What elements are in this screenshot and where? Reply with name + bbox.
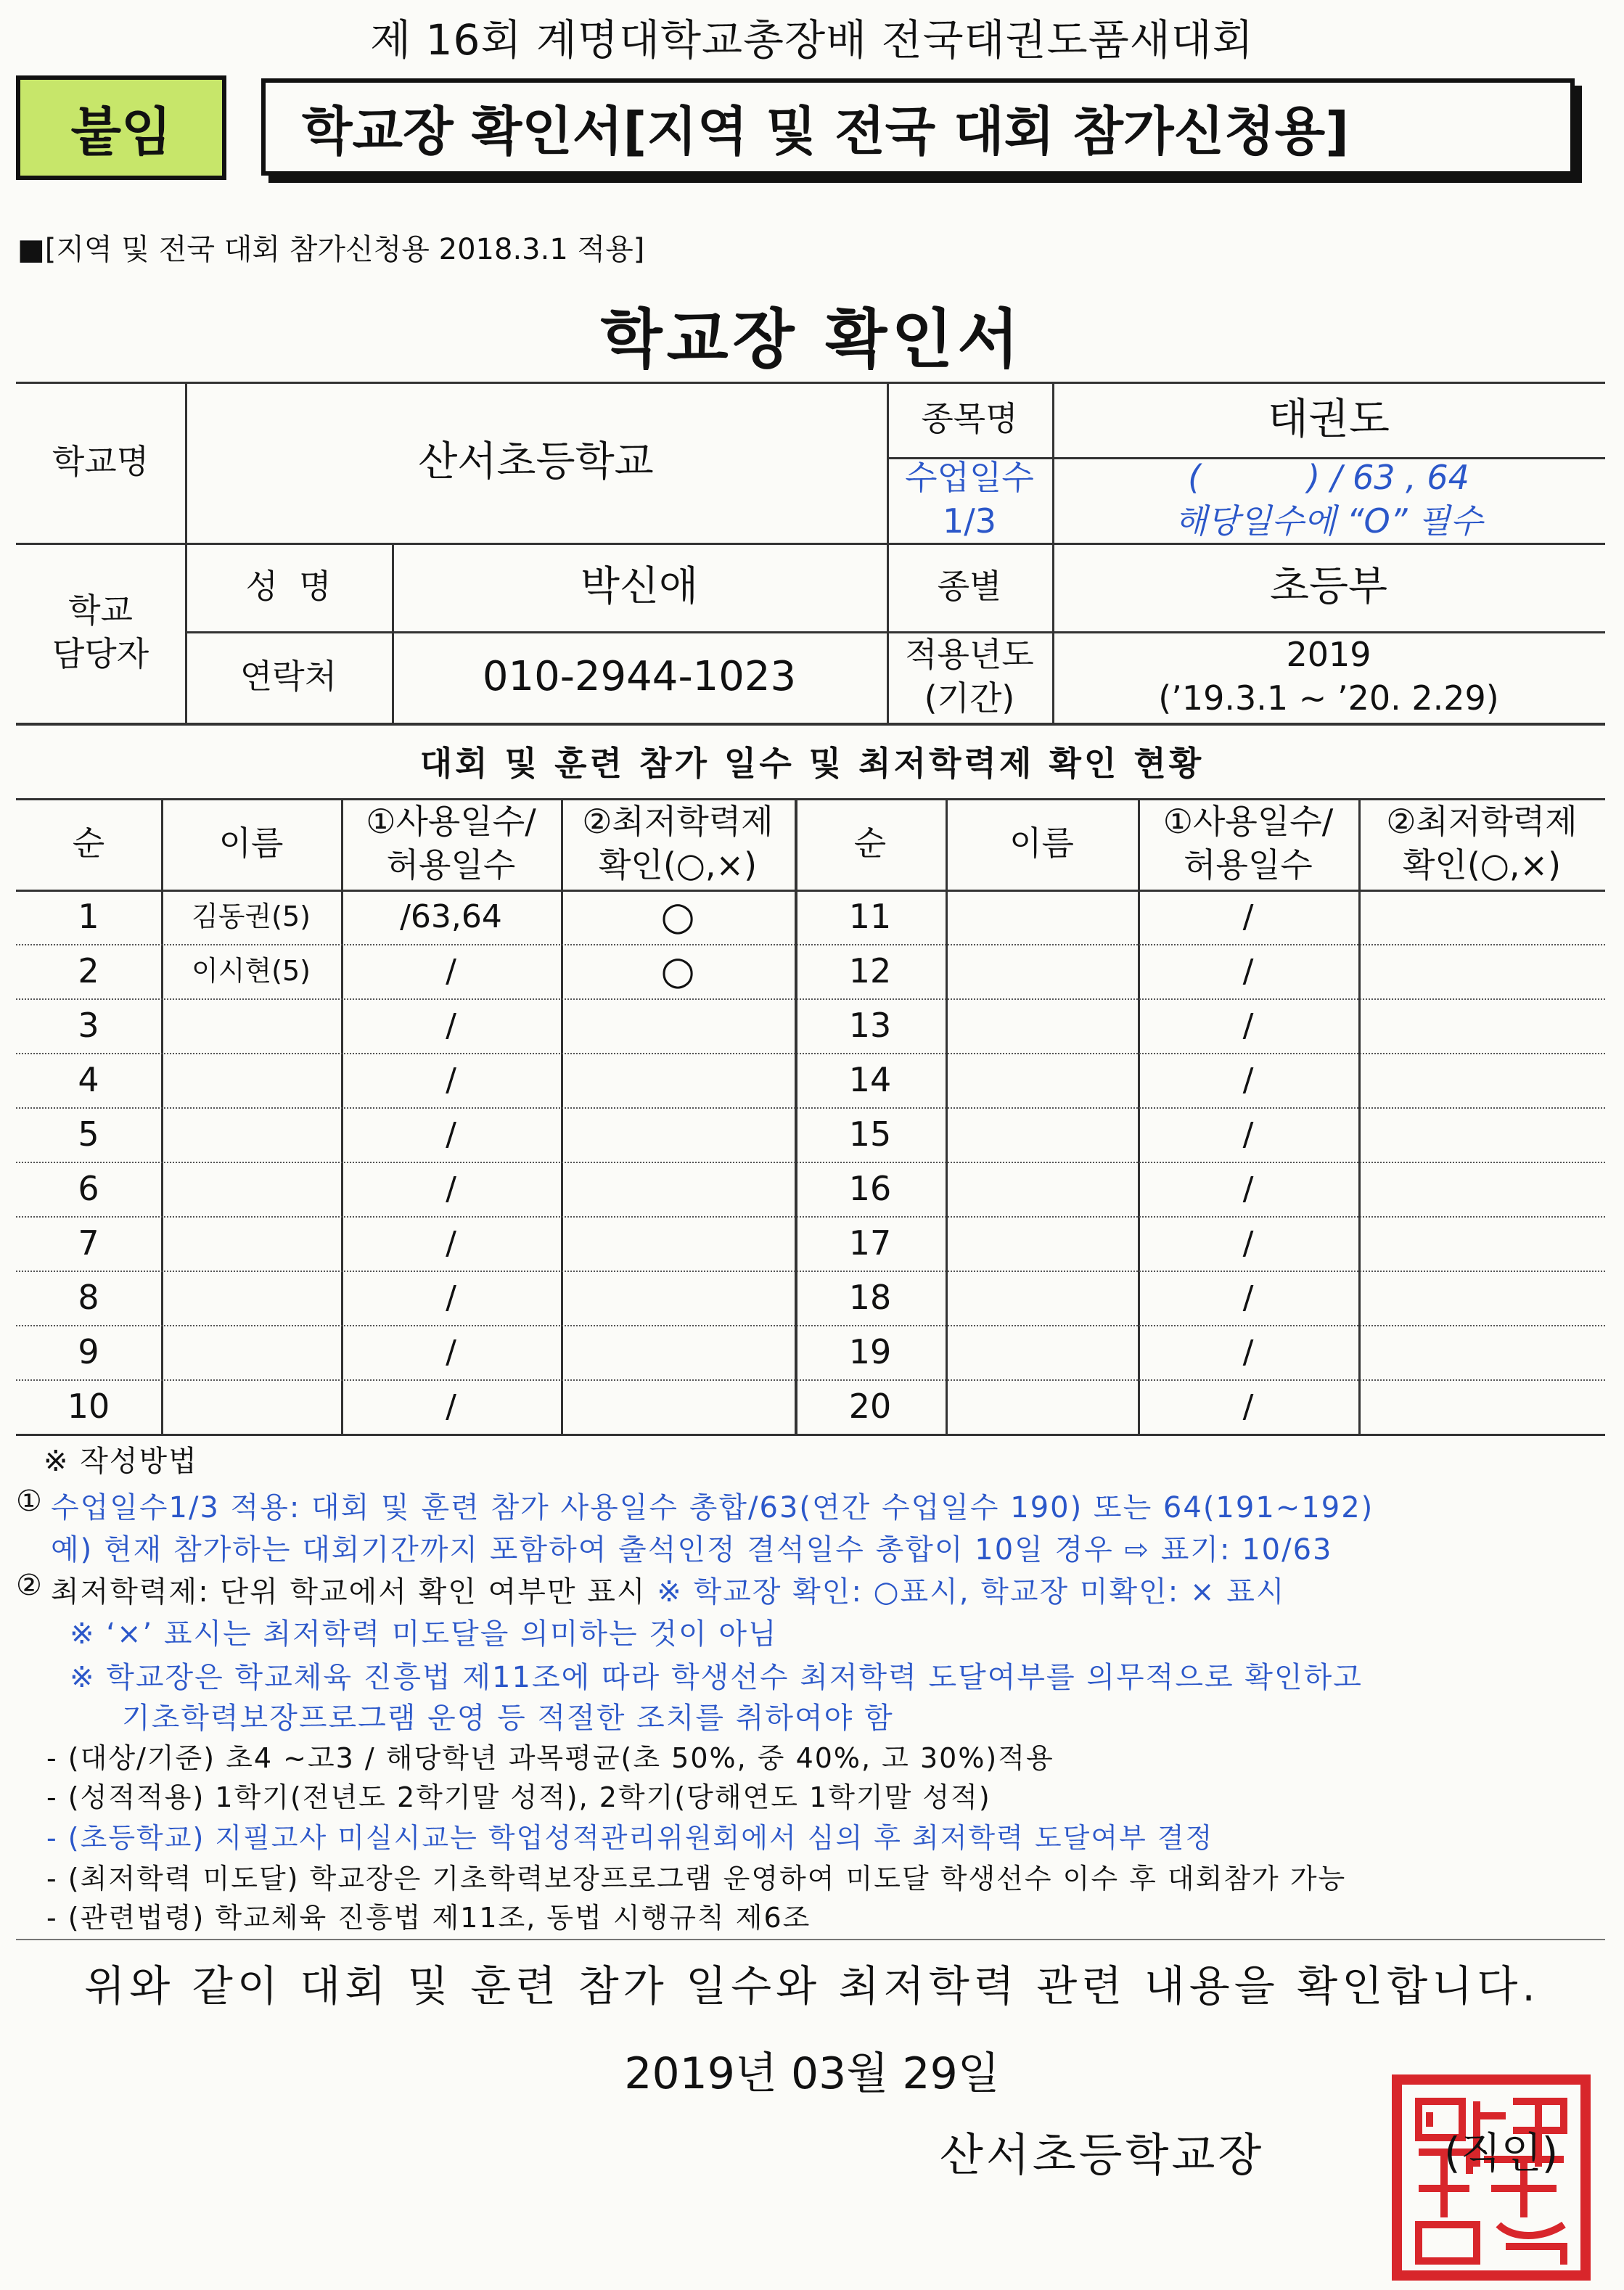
row-check (561, 1379, 795, 1434)
manager-label-line2: 담당자 (52, 634, 149, 673)
row-check (1358, 1271, 1605, 1325)
notes-heading: ※ 작성방법 (44, 1445, 198, 1478)
row-name (161, 1162, 341, 1216)
row-name (946, 998, 1138, 1053)
note2-line2: ※ ‘×’ 표시는 최저학력 미도달을 의미하는 것이 아님 (70, 1617, 778, 1651)
row-days: / (446, 1224, 456, 1262)
detail-law: - (관련법령) 학교체육 진흥법 제11조, 동법 시행규칙 제6조 (46, 1902, 811, 1934)
row-days: / (446, 1170, 456, 1207)
manager-label-line1: 학교 (68, 591, 133, 631)
class-days-label-line1: 수업일수 (905, 458, 1034, 498)
row-divider (16, 1325, 1605, 1326)
col-header-days (1138, 798, 1358, 890)
note2-marker: ② (16, 1569, 42, 1602)
status-heading: 대회 및 훈련 참가 일수 및 최저학력제 확인 현황 (419, 744, 1205, 783)
row-name (161, 998, 341, 1053)
col-header-check-line1: ②최저학력제 (1386, 802, 1578, 842)
class-days-hint: 해당일수에 “O” 필수 (1174, 501, 1483, 541)
confirmation-statement: 위와 같이 대회 및 훈련 참가 일수와 최저학력 관련 내용을 확인합니다. (84, 1961, 1540, 2011)
row-name (161, 1271, 341, 1325)
detail-target: - (대상/기준) 초4 ~고3 / 해당학년 과목평균(초 50%, 중 40%, 고 30%)적용 (46, 1742, 1054, 1774)
manager-label (16, 543, 185, 723)
row-check (561, 1216, 795, 1271)
row-check (561, 1325, 795, 1379)
note2-line1-text: 최저학력제: 단위 학교에서 확인 여부만 표시 (51, 1575, 657, 1609)
document-heading: 학교장 확인서[지역 및 전국 대회 참가신청용] (261, 78, 1575, 176)
row-name (946, 890, 1138, 944)
row-check (1358, 1053, 1605, 1107)
class-days-fraction: ( ) / 63 , 64 (1188, 458, 1469, 498)
row-name (161, 1325, 341, 1379)
row-name (161, 1053, 341, 1107)
row-days: / (446, 1279, 456, 1316)
row-divider (16, 1216, 1605, 1218)
row-days: / (1242, 1061, 1254, 1099)
note2-line4: 기초학력보장프로그램 운영 등 적절한 조치를 취하여야 함 (122, 1702, 894, 1735)
row-number: 2 (78, 951, 99, 990)
school-name-label: 학교명 (52, 442, 149, 482)
row-name (161, 1107, 341, 1162)
col-header-check-line2: 확인(○,×) (598, 845, 758, 885)
row-check (561, 1053, 795, 1107)
row-divider (16, 1271, 1605, 1272)
col-header-check (561, 798, 795, 890)
row-days: / (1242, 1333, 1254, 1371)
row-days: / (446, 952, 456, 990)
row-number: 11 (848, 896, 892, 936)
col-header-days (341, 798, 561, 890)
applied-year: 2019 (1286, 635, 1371, 675)
row-number: 10 (67, 1386, 110, 1426)
row-number: 19 (848, 1331, 892, 1371)
row-days: / (1242, 1279, 1254, 1316)
row-name (946, 1216, 1138, 1271)
row-number: 3 (78, 1005, 99, 1045)
row-days: / (1242, 1006, 1254, 1044)
class-days-value (1052, 457, 1605, 543)
col-header-days-line1: ①사용일수/ (1162, 802, 1334, 842)
row-name (161, 1216, 341, 1271)
note1-line2: 예) 현재 참가하는 대회기간까지 포함하여 출석인정 결석일수 총합이 10일 경우 ⇨ 표기: 10/63 (51, 1533, 1333, 1567)
row-number: 14 (848, 1059, 892, 1099)
row-number: 1 (78, 896, 99, 936)
detail-elementary: - (초등학교) 지필고사 미실시교는 학업성적관리위원회에서 심의 후 최저학력 도달여부 결정 (46, 1822, 1214, 1854)
event-title: 제 16회 계명대학교총장배 전국태권도품새대회 (370, 15, 1254, 65)
col-header-order: 순 (853, 824, 887, 863)
row-name: 김동권(5) (192, 900, 311, 932)
contact-label: 연락처 (239, 657, 337, 697)
col-header-name: 이름 (218, 824, 284, 863)
row-number: 12 (848, 951, 892, 990)
row-number: 17 (848, 1223, 892, 1263)
year-value (1052, 631, 1605, 723)
detail-below-standard: - (최저학력 미도달) 학교장은 기초학력보장프로그램 운영하여 미도달 학생선수 이수 후 대회참가 가능 (46, 1863, 1347, 1895)
row-check (561, 1162, 795, 1216)
school-name-value: 산서초등학교 (418, 438, 654, 485)
row-divider (16, 944, 1605, 945)
row-number: 15 (848, 1114, 892, 1154)
year-label (887, 631, 1052, 723)
row-days: / (446, 1387, 456, 1425)
row-name (946, 1053, 1138, 1107)
table-border (16, 723, 1605, 726)
row-days: /63,64 (400, 898, 502, 935)
row-divider (16, 1162, 1605, 1163)
col-header-check-line2: 확인(○,×) (1402, 845, 1562, 885)
applied-period: (’19.3.1 ~ ’20. 2.29) (1158, 678, 1499, 718)
row-divider (16, 1379, 1605, 1381)
row-days: / (446, 1115, 456, 1153)
col-header-days-line2: 허용일수 (386, 845, 516, 885)
row-divider (16, 1107, 1605, 1109)
row-days: / (446, 1061, 456, 1099)
row-number: 7 (78, 1223, 99, 1263)
row-check (1358, 890, 1605, 944)
division-label: 종별 (937, 567, 1002, 607)
attach-badge: 붙임 (16, 75, 226, 180)
row-days: / (1242, 898, 1254, 935)
row-check (1358, 1107, 1605, 1162)
row-name (946, 944, 1138, 998)
year-label-line2: (기간) (924, 678, 1015, 718)
row-check (561, 1107, 795, 1162)
row-name (946, 1271, 1138, 1325)
col-header-name: 이름 (1009, 824, 1074, 863)
row-number: 4 (78, 1059, 99, 1099)
row-check (1358, 1216, 1605, 1271)
row-check (561, 998, 795, 1053)
sport-label: 종목명 (921, 399, 1018, 439)
row-number: 20 (848, 1386, 892, 1426)
year-label-line1: 적용년도 (905, 635, 1034, 675)
row-check (1358, 1162, 1605, 1216)
col-header-check-line1: ②최저학력제 (582, 802, 774, 842)
row-check (561, 1271, 795, 1325)
col-header-order: 순 (72, 824, 105, 863)
row-divider (16, 1053, 1605, 1054)
row-check (1358, 944, 1605, 998)
contact-value: 010-2944-1023 (482, 652, 797, 700)
name-label: 성 명 (245, 567, 332, 607)
row-number: 5 (78, 1114, 99, 1154)
row-check: ○ (660, 948, 695, 994)
table-border (16, 1434, 1605, 1436)
form-note: ■[지역 및 전국 대회 참가신청용 2018.3.1 적용] (17, 233, 645, 266)
row-number: 9 (78, 1331, 99, 1371)
sport-value: 태권도 (1267, 394, 1390, 444)
row-number: 6 (78, 1168, 99, 1208)
detail-grades: - (성적적용) 1학기(전년도 2학기말 성적), 2학기(당해연도 1학기말 성적) (46, 1781, 991, 1813)
note1-line1: 수업일수1/3 적용: 대회 및 훈련 참가 사용일수 총합/63(연간 수업일수 190) 또는 64(191~192) (51, 1491, 1374, 1524)
principal-title: 산서초등학교장 (940, 2128, 1265, 2181)
confirmation-date: 2019년 03월 29일 (624, 2048, 1000, 2099)
seal-note: (직인) (1444, 2128, 1559, 2178)
class-days-label-line2: 1/3 (942, 501, 997, 541)
col-header-days-line1: ①사용일수/ (366, 802, 536, 842)
row-number: 13 (848, 1005, 892, 1045)
row-days: / (1242, 1170, 1254, 1207)
row-name (946, 1162, 1138, 1216)
row-name (946, 1325, 1138, 1379)
row-days: / (446, 1333, 456, 1371)
row-days: / (1242, 1224, 1254, 1262)
note2-line3: ※ 학교장은 학교체육 진흥법 제11조에 따라 학생선수 최저학력 도달여부를 의무적으로 확인하고 (70, 1661, 1363, 1694)
row-name (946, 1107, 1138, 1162)
row-divider (16, 998, 1605, 1000)
divider (16, 1939, 1605, 1940)
row-days: / (1242, 1387, 1254, 1425)
row-days: / (446, 1006, 456, 1044)
row-check (1358, 1325, 1605, 1379)
row-number: 18 (848, 1277, 892, 1317)
row-check: ○ (660, 893, 695, 940)
note1-marker: ① (16, 1485, 42, 1518)
row-name (161, 1379, 341, 1434)
row-check (1358, 1379, 1605, 1434)
division-value: 초등부 (1269, 562, 1388, 610)
form-title: 학교장 확인서 (600, 302, 1024, 377)
row-check (1358, 998, 1605, 1053)
row-name (946, 1379, 1138, 1434)
row-number: 16 (848, 1168, 892, 1208)
col-header-days-line2: 허용일수 (1184, 845, 1313, 885)
col-header-check (1358, 798, 1605, 890)
row-number: 8 (78, 1277, 99, 1317)
note2-line1 (51, 1569, 1286, 1610)
row-days: / (1242, 952, 1254, 990)
class-days-label (887, 457, 1052, 543)
manager-name: 박신애 (580, 562, 699, 610)
row-name: 이시현(5) (192, 954, 311, 987)
note2-line1-marks: ※ 학교장 확인: ○표시, 학교장 미확인: × 표시 (657, 1575, 1286, 1609)
row-days: / (1242, 1115, 1254, 1153)
